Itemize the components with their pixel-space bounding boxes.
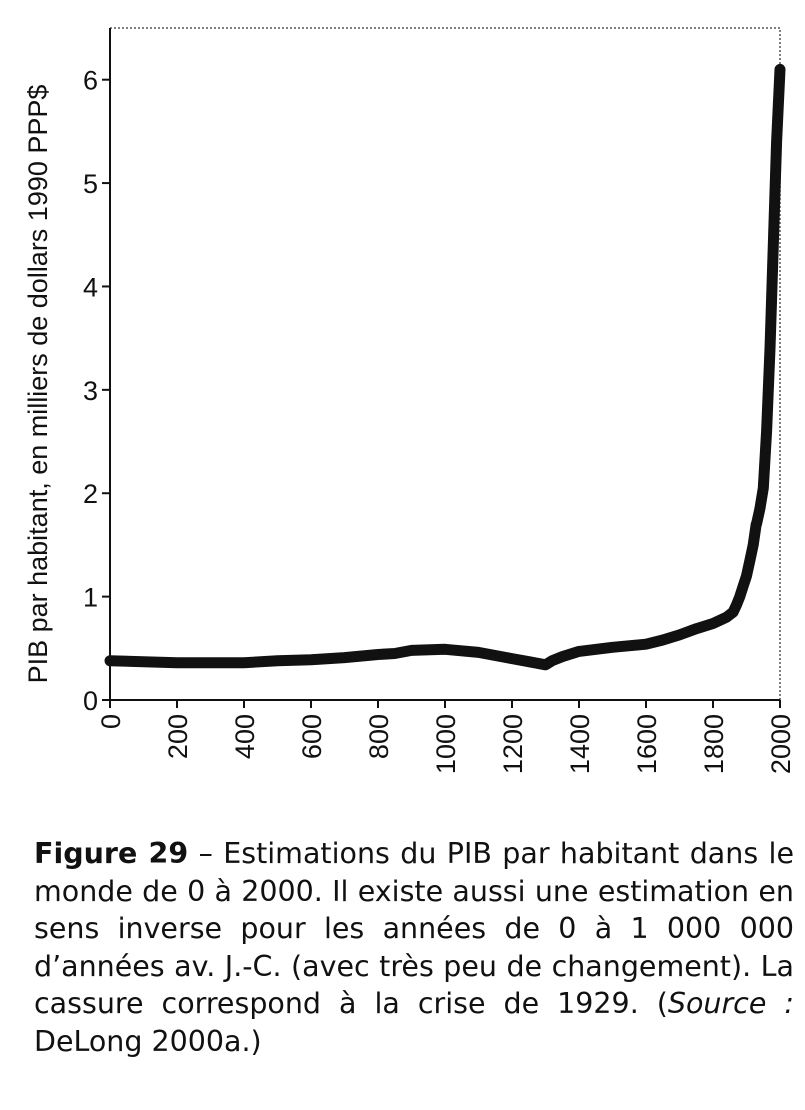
y-tick-label: 0 <box>82 686 98 716</box>
caption-text: Estimations du PIB par habitant dans le monde de 0 à 2000. Il existe aussi une estimation en sens inverse pour les années de 0 à 1 000 000 d’années av. J.-C. (avec très peu de changement). La cassure correspond à la crise de 1929. ( <box>34 837 795 1020</box>
series-line-gdp <box>110 69 780 664</box>
x-tick-label: 0 <box>96 714 126 730</box>
x-tick-label: 1200 <box>498 714 528 775</box>
y-tick-label: 6 <box>82 65 98 96</box>
y-tick-label: 4 <box>82 272 98 303</box>
y-tick-label: 5 <box>82 169 98 200</box>
x-tick-label: 200 <box>163 714 193 760</box>
x-tick-label: 400 <box>230 714 260 760</box>
y-axis-label: PIB par habitant, en milliers de dollars 1990 PPP$ <box>23 84 53 684</box>
x-tick-label: 2000 <box>766 714 796 775</box>
figure-caption <box>34 835 794 1060</box>
caption-source-text: DeLong 2000a.) <box>34 1024 262 1058</box>
x-tick-label: 800 <box>364 714 394 760</box>
caption-source-label: Source : <box>667 987 794 1020</box>
x-ticks <box>96 700 796 774</box>
y-tick-label: 1 <box>82 582 98 613</box>
x-tick-label: 600 <box>297 714 327 760</box>
plot-area-frame <box>110 28 780 700</box>
x-tick-label: 1800 <box>699 714 729 775</box>
y-ticks <box>83 66 110 716</box>
x-tick-label: 1400 <box>565 714 595 775</box>
x-tick-label: 1000 <box>431 714 461 775</box>
caption-dash: – <box>188 837 224 870</box>
caption-label: Figure 29 <box>34 837 189 870</box>
y-tick-label: 3 <box>82 375 98 406</box>
x-tick-label: 1600 <box>632 714 662 775</box>
y-tick-label: 2 <box>82 479 98 510</box>
